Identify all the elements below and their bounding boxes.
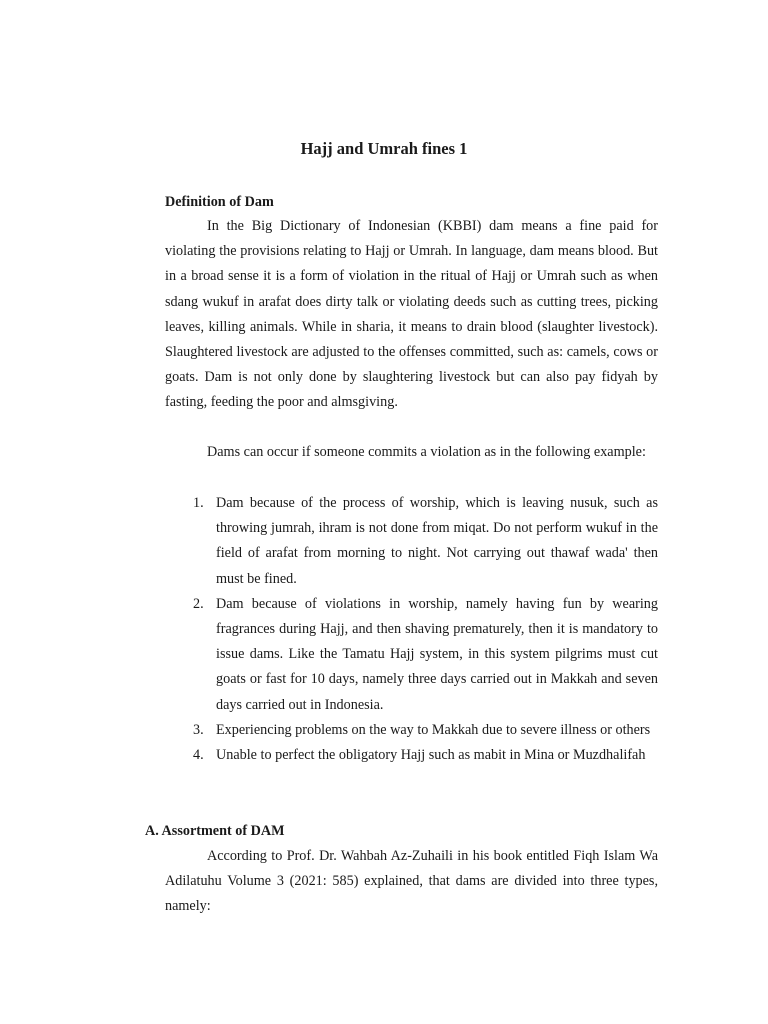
- list-item-number: 2.: [193, 595, 204, 612]
- list-item-text: Unable to perfect the obligatory Hajj such as mabit in Mina or Muzdhalifah: [216, 747, 646, 764]
- assortment-paragraph-1: According to Prof. Dr. Wahbah Az-Zuhaili in his book entitled Fiqh Islam Wa Adilatuhu Volume 3 (2021: 585) explained, that dams are divided into three types, namely:: [165, 848, 658, 915]
- section-heading-definition: Definition of Dam: [165, 194, 274, 210]
- section-heading-assortment: A. Assortment of DAM: [145, 823, 285, 839]
- list-item: [0, 491, 768, 592]
- list-item: [0, 718, 768, 743]
- list-item-number: 3.: [193, 721, 204, 738]
- list-item: [0, 592, 768, 718]
- list-item: [0, 743, 768, 768]
- document-title: Hajj and Umrah fines 1: [300, 139, 468, 158]
- list-item-number: 1.: [193, 495, 204, 511]
- list-item-text: Dam because of violations in worship, namely having fun by wearing fragrances during Hajj, and then shaving prematurely, then it is mandatory to issue dams. Like the Tamatu Hajj system, in this system pilgrims must cut goats or fast for 10 days, namely three days carried out in Makkah and seven days carried out in Indonesia.: [216, 595, 658, 713]
- list-item-number: 4.: [193, 747, 204, 764]
- definition-paragraph-2: Dams can occur if someone commits a violation as in the following example:: [207, 444, 646, 460]
- definition-paragraph-1: In the Big Dictionary of Indonesian (KBBI) dam means a fine paid for violating the provisions relating to Hajj or Umrah. In language, dam means blood. But in a broad sense it is a form of violation in the ritual of Hajj or Umrah such as when sdang wukuf in arafat does dirty talk or violating deeds such as cutting trees, picking leaves, killing animals. While in sharia, it means to drain blood (slaughter livestock). Slaughtered livestock are adjusted to the offenses committed, such as: camels, cows or goats. Dam is not only done by slaughtering livestock but can also pay fidyah by fasting, feeding the poor and almsgiving.: [165, 218, 658, 411]
- list-item-text: Dam because of the process of worship, which is leaving nusuk, such as throwing jumrah, ihram is not done from miqat. Do not perform wukuf in the field of arafat from morning to night. Not carrying out thawaf wada' then must be fined.: [216, 495, 658, 587]
- list-item-text: Experiencing problems on the way to Makkah due to severe illness or others: [216, 721, 651, 738]
- violation-examples-list: [0, 491, 768, 768]
